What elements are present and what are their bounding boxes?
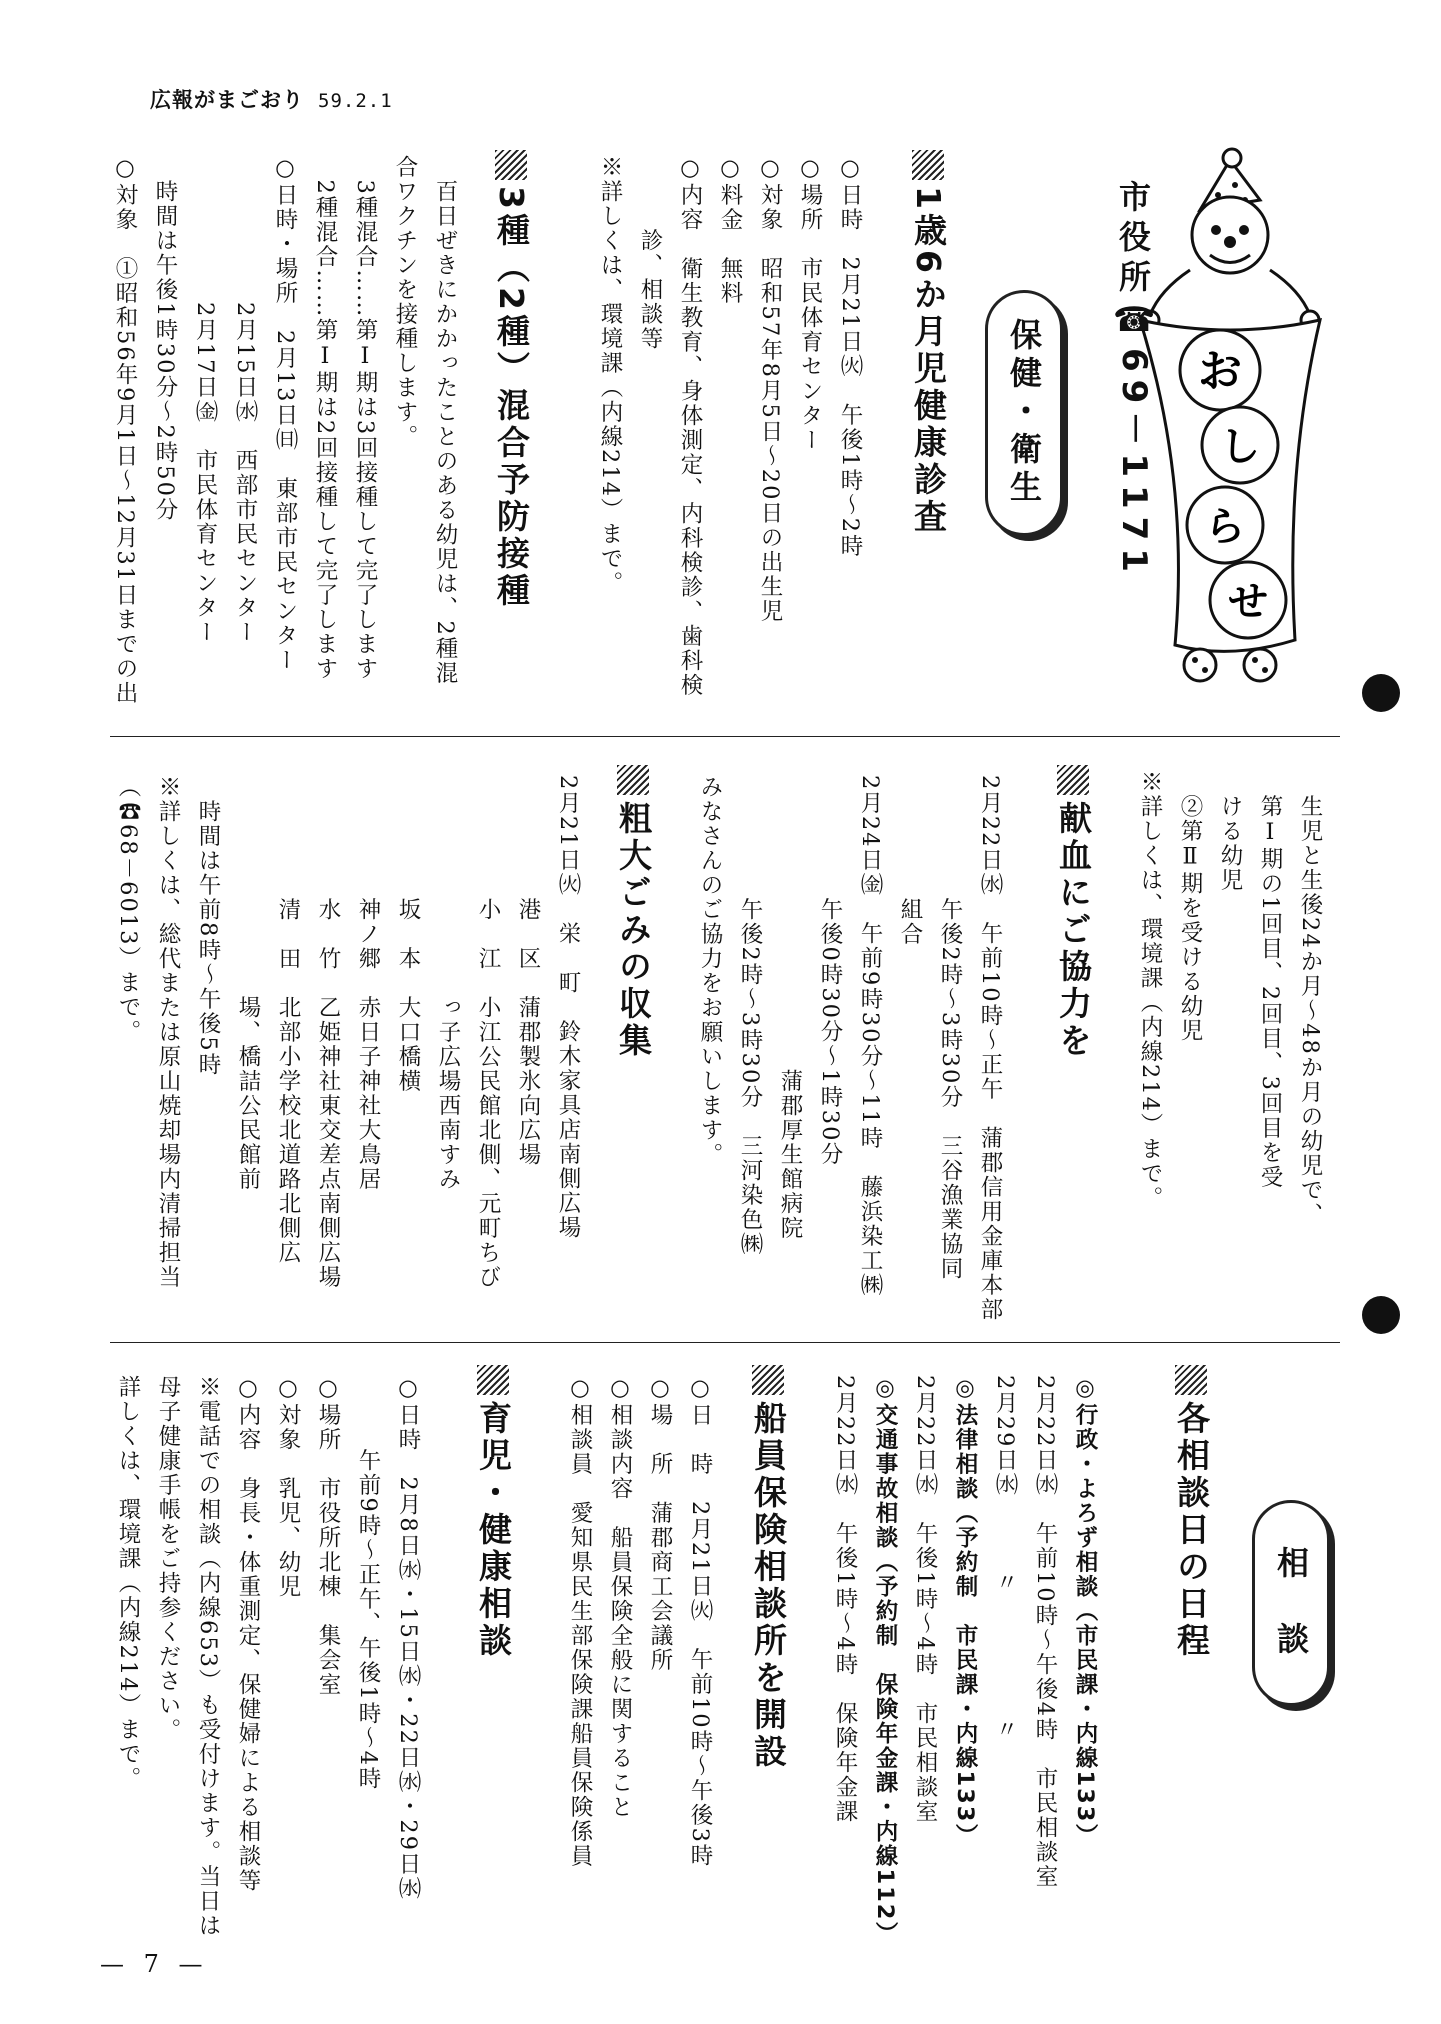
page-number: — 7 — (100, 1950, 209, 1978)
section-divider-bottom (110, 1342, 1340, 1343)
heading-mark (912, 150, 944, 180)
vaccination-body-continued: 生児と生後24か月～48か月の幼児で、 第Ⅰ期の1回目、2回目、3回目を受 ける幼児 ②第Ⅱ期を受ける幼児 ※詳しくは、環境課（内線214）まで。 (1137, 770, 1323, 1228)
section-divider-top (110, 736, 1340, 737)
category-health: 保健・衛生 (985, 290, 1063, 536)
infant-checkup-body: ○日時 2月21日㈫ 午後1時～2時 ○場所 市民体育センター ○対象 昭和57年8月5日～20日の出生児 ○料金 無料 ○内容 衛生教育、身体測定、内科検診、歯科検 診、相談等 ※詳しくは、環境課（内線214）まで。 (597, 155, 863, 698)
vaccination-body: 百日ぜきにかかったことのある幼児は、2種混 合ワクチンを接種します。 3種混合……第Ⅰ期は3回接種して完了します 2種混合……第Ⅰ期は2回接種して完了します ○日時・場所 2月13日㈰ 東部市民センター 2月15日㈬ 西部市民センター 2月17日㈮ 市民体育センター 時間は午後1時30分～2時50分 ○対象 ①昭和56年9月1日～12月31日までの出 (112, 155, 458, 706)
heading-mark (752, 1365, 784, 1395)
newsletter-header (150, 84, 393, 114)
heading-mark (477, 1365, 509, 1395)
childcare-health-body: ○日時 2月8日㈬・15日㈬・22日㈬・29日㈬ 午前9時～正午、午後1時～4時 ○場所 市役所北棟 集会室 ○対象 乳児、幼児 ○内容 身長・体重測定、保健婦による相談等 ※電話での相談（内線653）も受付けます。当日は 母子健康手帳をご持参ください。 詳しくは、環境課（内線214）まで。 (115, 1375, 421, 1939)
heading-infant-checkup: 1歳6か月児健康診査 (905, 150, 952, 536)
heading-childcare-health: 育児・健康相談 (470, 1365, 517, 1660)
bubble-1: お (1198, 346, 1242, 397)
bubble-2: し (1220, 424, 1260, 470)
heading-bulky-garbage: 粗大ごみの収集 (610, 765, 657, 1060)
seaman-insurance-body: ○日 時 2月21日㈫ 午前10時～午後3時 ○場 所 蒲郡商工会議所 ○相談内容 船員保険全般に関すること ○相談員 愛知県民生部保険課船員保険係員 (567, 1375, 713, 1869)
heading-blood-donation: 献血にご協力を (1050, 765, 1097, 1060)
margin-dot-bottom (1362, 1296, 1400, 1334)
heading-vaccination: 3種（2種）混合予防接種 (488, 150, 535, 610)
heading-mark (1175, 1365, 1207, 1395)
heading-mark (617, 765, 649, 795)
city-office-phone: ☎69－1171 (1114, 300, 1154, 580)
city-office-label: 市役所 (1114, 180, 1152, 300)
category-consultation: 相 談 (1252, 1500, 1330, 1706)
heading-mark (1057, 765, 1089, 795)
bulky-garbage-body: 2月21日㈫ 栄 町 鈴木家具店南側広場 港 区 蒲郡製氷向広場 小 江 小江公民館北側、元町ちび っ子広場西南すみ 坂 本 大口橋横 神ノ郷 赤日子神社大鳥居 水 竹 乙姫神社東交差点南側広場 清 田 北部小学校北道路北側広 場、橋詰公民館前 時間は午前8時～午後5時 ※詳しくは、総代または原山焼却場内清掃担当 （☎68－6013）まで。 (115, 775, 581, 1290)
heading-consultation-schedule: 各相談日の日程 (1168, 1365, 1215, 1660)
bubble-3: ら (1205, 504, 1245, 550)
bubble-4: せ (1228, 579, 1268, 625)
consultation-schedule-body: ◎行政・よろず相談（市民課・内線133） 2月22日㈬ 午前10時～午後4時 市民相談室 2月29日㈬ 〃 〃 ◎法律相談（予約制 市民課・内線133） 2月22日㈬ 午後1時～4時 市民相談室 ◎交通事故相談（予約制 保険年金課・内線112） 2月22日㈬ 午後1時～4時 保険年金課 (832, 1375, 1098, 1946)
margin-dot-top (1362, 674, 1400, 712)
issue-date: 59.2.1 (318, 90, 393, 112)
blood-donation-body: 2月22日㈬ 午前10時～正午 蒲郡信用金庫本部 午後2時～3時30分 三谷漁業協同 組合 2月24日㈮ 午前9時30分～11時 藤浜染工㈱ 午後0時30分～1時30分 蒲郡厚生館病院 午後2時～3時30分 三河染色㈱ みなさんのご協力をお願いします。 (697, 775, 1003, 1323)
heading-mark (495, 150, 527, 180)
heading-seaman-insurance: 船員保険相談所を開設 (745, 1365, 792, 1771)
newsletter-title: 広報がまごおり (150, 88, 304, 112)
